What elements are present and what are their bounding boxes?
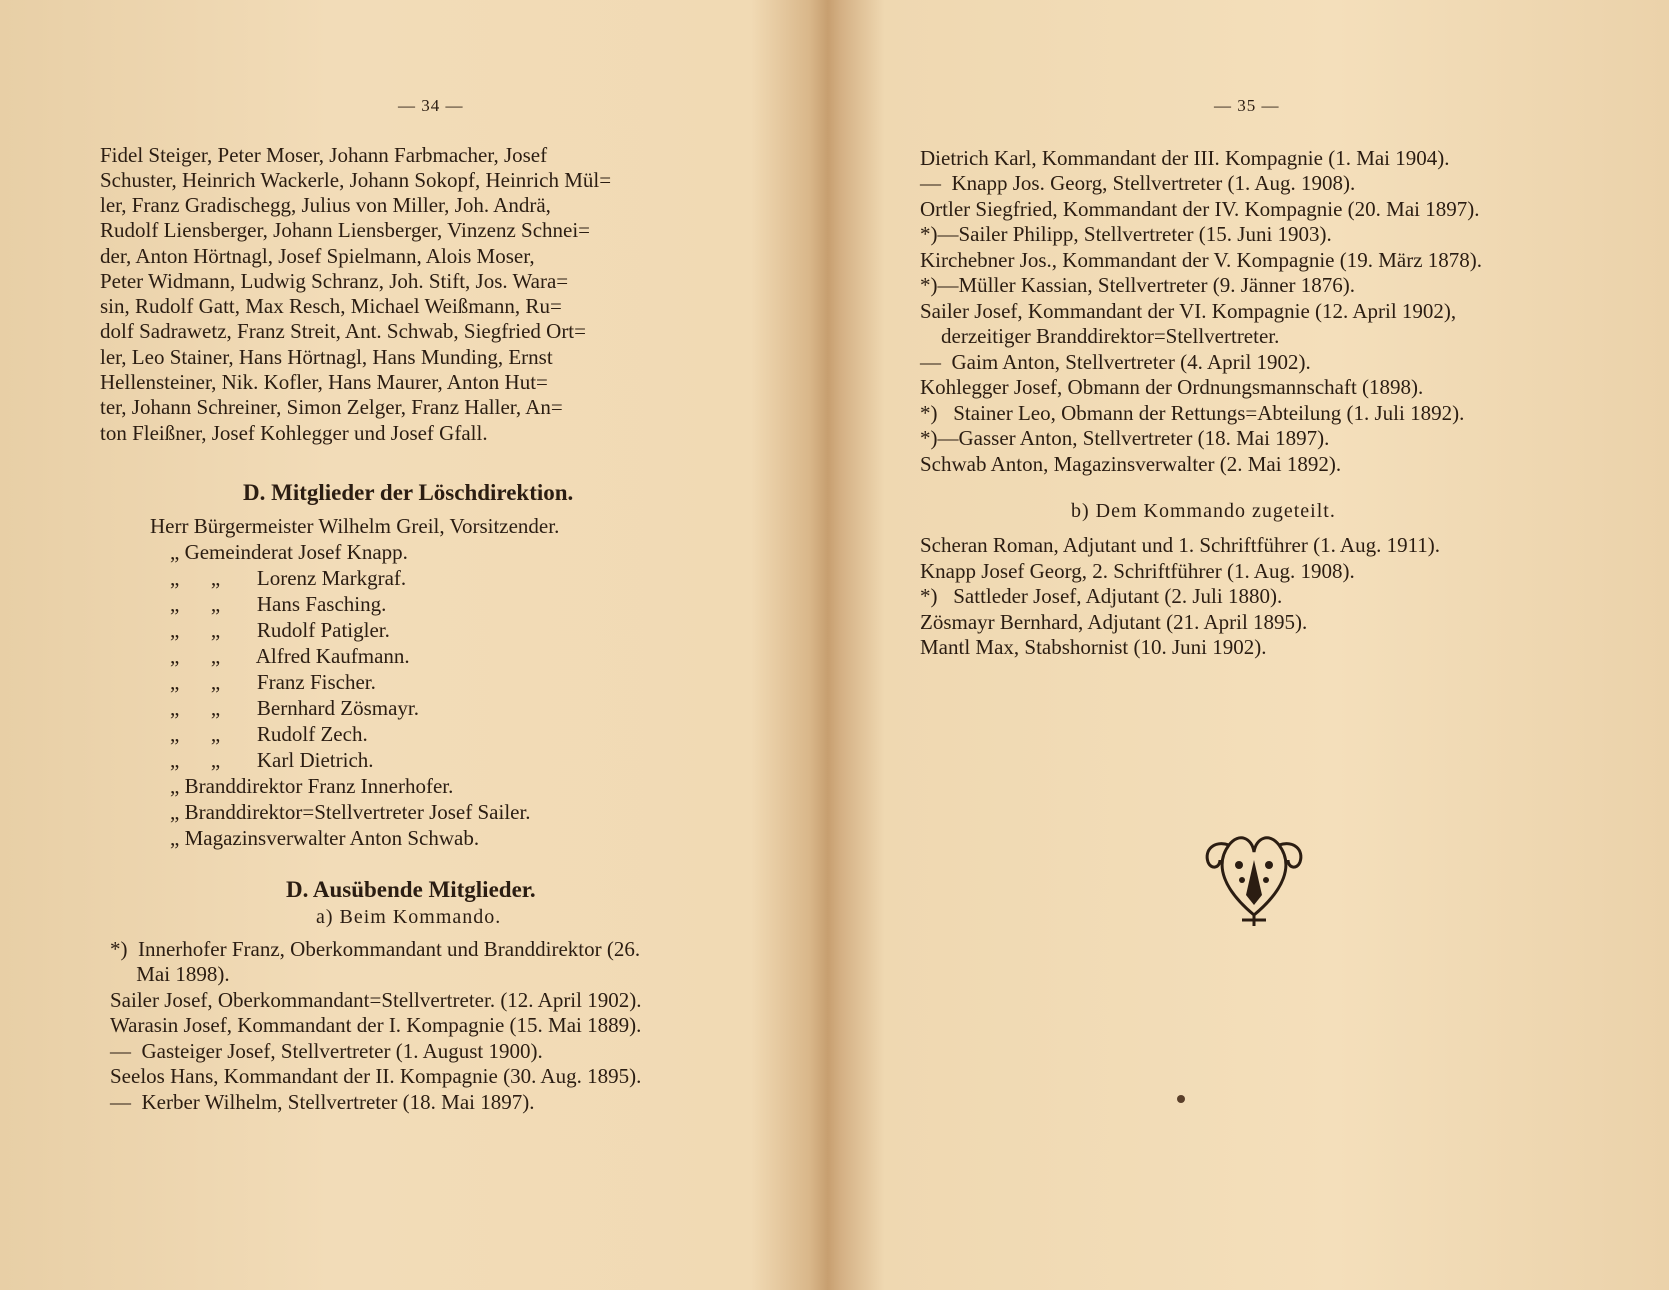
left-page (0, 0, 830, 1290)
member-line: „ „ Rudolf Patigler. (170, 618, 390, 642)
kommando-line: — Kerber Wilhelm, Stellvertreter (18. Mai 1897). (110, 1090, 535, 1114)
paragraph-line: der, Anton Hörtnagl, Josef Spielmann, Alois Moser, (100, 244, 535, 268)
kommando-line: Mai 1898). (110, 962, 230, 986)
zugeteilt-line: *) Sattleder Josef, Adjutant (2. Juli 1880). (920, 584, 1283, 608)
kommando-line: *)—Sailer Philipp, Stellvertreter (15. Juni 1903). (920, 222, 1332, 246)
kommando-line: *)—Müller Kassian, Stellvertreter (9. Jänner 1876). (920, 273, 1356, 297)
kommando-line: Kirchebner Jos., Kommandant der V. Kompagnie (19. März 1878). (920, 248, 1483, 272)
member-line: „ „ Karl Dietrich. (170, 748, 374, 772)
member-line: „ „ Lorenz Markgraf. (170, 566, 407, 590)
zugeteilt-line: Knapp Josef Georg, 2. Schriftführer (1. Aug. 1908). (920, 559, 1355, 583)
member-line: „ „ Rudolf Zech. (170, 722, 368, 746)
paragraph-line: ton Fleißner, Josef Kohlegger und Josef Gfall. (100, 421, 488, 445)
kommando-line: — Knapp Jos. Georg, Stellvertreter (1. Aug. 1908). (920, 171, 1356, 195)
kommando-line: derzeitiger Branddirektor=Stellvertreter. (920, 324, 1280, 348)
kommando-line: Kohlegger Josef, Obmann der Ordnungsmannschaft (1898). (920, 375, 1424, 399)
page-number-right: — 35 — (1214, 96, 1280, 115)
paragraph-line: Schuster, Heinrich Wackerle, Johann Sokopf, Heinrich Mül= (100, 168, 612, 192)
kommando-line: Sailer Josef, Kommandant der VI. Kompagnie (12. April 1902), (920, 299, 1457, 323)
kommando-line: — Gaim Anton, Stellvertreter (4. April 1902). (920, 350, 1311, 374)
section-heading: D. Ausübende Mitglieder. (286, 877, 536, 902)
member-line: „ Gemeinderat Josef Knapp. (170, 540, 408, 564)
paragraph-line: Fidel Steiger, Peter Moser, Johann Farbmacher, Josef (100, 143, 548, 167)
kommando-line: — Gasteiger Josef, Stellvertreter (1. August 1900). (110, 1039, 543, 1063)
sub-heading: a) Beim Kommando. (316, 906, 502, 928)
zugeteilt-line: Scheran Roman, Adjutant und 1. Schriftführer (1. Aug. 1911). (920, 533, 1441, 557)
member-line: „ „ Bernhard Zösmayr. (170, 696, 420, 720)
heart-ornament-icon (1194, 820, 1314, 930)
ink-speck (1177, 1095, 1185, 1103)
member-line: „ Branddirektor=Stellvertreter Josef Sailer. (170, 800, 531, 824)
paragraph-line: dolf Sadrawetz, Franz Streit, Ant. Schwab, Siegfried Ort= (100, 319, 586, 343)
kommando-line: Sailer Josef, Oberkommandant=Stellvertreter. (12. April 1902). (110, 988, 642, 1012)
sub-heading: b) Dem Kommando zugeteilt. (1071, 500, 1336, 522)
kommando-line: Seelos Hans, Kommandant der II. Kompagnie (30. Aug. 1895). (110, 1064, 642, 1088)
zugeteilt-line: Mantl Max, Stabshornist (10. Juni 1902). (920, 635, 1267, 659)
zugeteilt-line: Zösmayr Bernhard, Adjutant (21. April 1895). (920, 610, 1308, 634)
page-number-left: — 34 — (398, 96, 464, 115)
section-heading: D. Mitglieder der Löschdirektion. (243, 480, 574, 505)
member-line: „ „ Alfred Kaufmann. (170, 644, 410, 668)
kommando-line: *)—Gasser Anton, Stellvertreter (18. Mai 1897). (920, 426, 1330, 450)
paragraph-line: Peter Widmann, Ludwig Schranz, Joh. Stift, Jos. Wara= (100, 269, 569, 293)
paragraph-line: ler, Franz Gradischegg, Julius von Miller, Joh. Andrä, (100, 193, 551, 217)
right-page (834, 0, 1669, 1290)
paragraph-line: ler, Leo Stainer, Hans Hörtnagl, Hans Munding, Ernst (100, 345, 553, 369)
kommando-line: Dietrich Karl, Kommandant der III. Kompagnie (1. Mai 1904). (920, 146, 1450, 170)
kommando-line: *) Innerhofer Franz, Oberkommandant und Branddirektor (26. (110, 937, 641, 961)
kommando-line: Schwab Anton, Magazinsverwalter (2. Mai 1892). (920, 452, 1342, 476)
paragraph-line: Rudolf Liensberger, Johann Liensberger, Vinzenz Schnei= (100, 218, 591, 242)
paragraph-line: Hellensteiner, Nik. Kofler, Hans Maurer, Anton Hut= (100, 370, 548, 394)
member-line: „ „ Hans Fasching. (170, 592, 387, 616)
member-line: „ „ Franz Fischer. (170, 670, 376, 694)
member-line: „ Branddirektor Franz Innerhofer. (170, 774, 454, 798)
kommando-line: *) Stainer Leo, Obmann der Rettungs=Abteilung (1. Juli 1892). (920, 401, 1465, 425)
member-line: Herr Bürgermeister Wilhelm Greil, Vorsitzender. (150, 514, 560, 538)
kommando-line: Warasin Josef, Kommandant der I. Kompagnie (15. Mai 1889). (110, 1013, 642, 1037)
kommando-line: Ortler Siegfried, Kommandant der IV. Kompagnie (20. Mai 1897). (920, 197, 1480, 221)
paragraph-line: sin, Rudolf Gatt, Max Resch, Michael Weißmann, Ru= (100, 294, 562, 318)
member-line: „ Magazinsverwalter Anton Schwab. (170, 826, 480, 850)
paragraph-line: ter, Johann Schreiner, Simon Zelger, Franz Haller, An= (100, 395, 563, 419)
